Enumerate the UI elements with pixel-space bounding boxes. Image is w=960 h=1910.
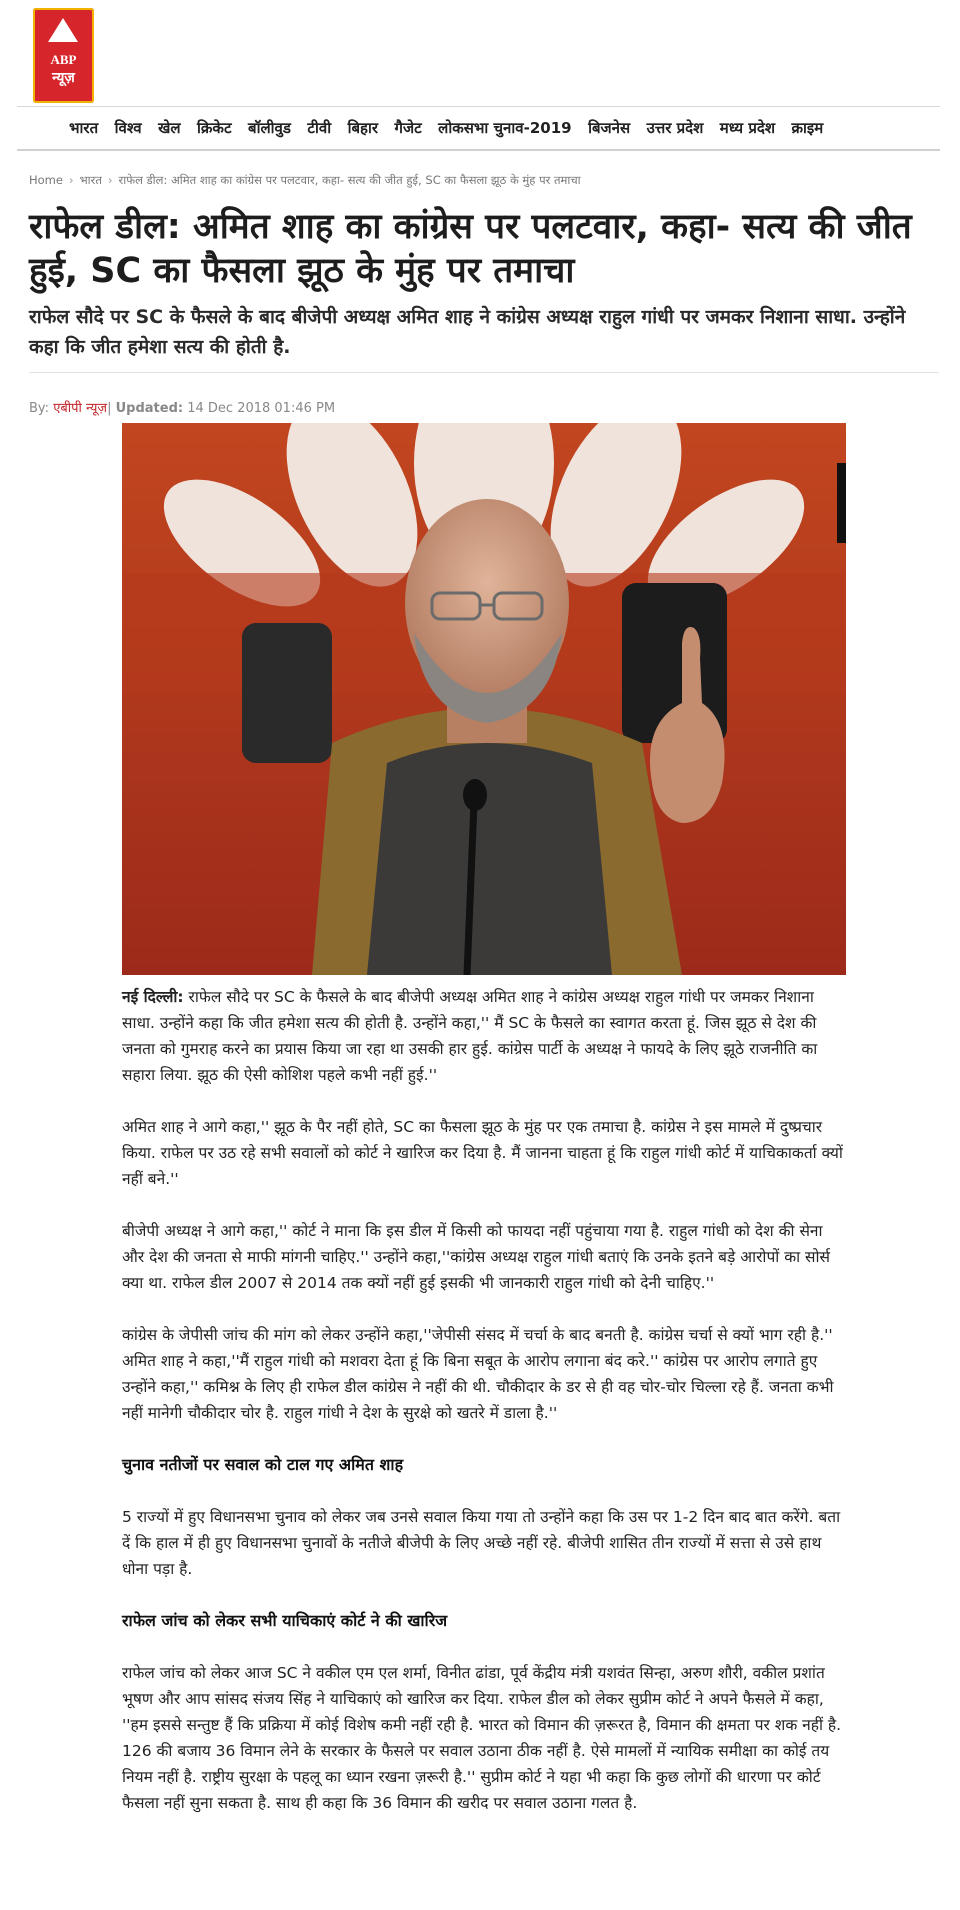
nav-item-cricket[interactable]: क्रिकेट: [197, 119, 232, 137]
by-label: By:: [29, 401, 50, 416]
article-paragraph: 5 राज्यों में हुए विधानसभा चुनाव को लेकर जब उनसे सवाल किया गया तो उन्होंने कहा कि उस पर 1-2 दिन बाद बात करेंगे. बता दें कि हाल में ही हुए विधानसभा चुनावों के नतीजे बीजेपी के लिए अच्छे नहीं रहे. बीजेपी शासित तीन राज्यों में सत्ता से उसे हाथ धोना पड़ा है.: [122, 1508, 841, 1578]
nav-item-gadget[interactable]: गैजेट: [394, 119, 422, 137]
paragraph-text: राफेल सौदे पर SC के फैसले के बाद बीजेपी अध्यक्ष अमित शाह ने कांग्रेस अध्यक्ष राहुल गांधी पर जमकर निशाना साधा. उन्होंने कहा कि जीत हमेशा सत्य की होती है. उन्होंने कहा,'' मैं SC के फैसले का स्वागत करता हूं. जिस झूठ से देश की जनता को गुमराह करने का प्रयास किया जा रहा था उसकी हार हुई. कांग्रेस पार्टी के अध्यक्ष ने फायदे के लिए झूठे राजनीति का सहारा लिया. झूठ की ऐसी कोशिश पहले कभी नहीं हुई.'': [122, 988, 818, 1084]
article-body: [122, 984, 846, 1842]
nav-item-business[interactable]: बिजनेस: [588, 119, 631, 137]
nav-item-bollywood[interactable]: बॉलीवुड: [248, 119, 291, 137]
nav-item-vishwa[interactable]: विश्व: [114, 119, 142, 137]
main-nav: [17, 106, 940, 151]
dateline: नई दिल्ली:: [122, 988, 184, 1006]
article-subtitle: राफेल सौदे पर SC के फैसले के बाद बीजेपी अध्यक्ष अमित शाह ने कांग्रेस अध्यक्ष राहुल गांधी पर जमकर निशाना साधा. उन्होंने कहा कि जीत हमेशा सत्य की होती है.: [29, 306, 906, 358]
article-paragraph: राफेल जांच को लेकर आज SC ने वकील एम एल शर्मा, विनीत ढांडा, पूर्व केंद्रीय मंत्री यशवंत सिन्हा, अरुण शौरी, वकील प्रशांत भूषण और आप सांसद संजय सिंह ने याचिकाएं को खारिज कर दिया. राफेल डील को लेकर सुप्रीम कोर्ट ने अपने फैसले में कहा, ''हम इससे सन्तुष्ट हैं कि प्रक्रिया में कोई विशेष कमी नहीं रही है. भारत को विमान की ज़रूरत है, विमान की क्षमता पर शक नहीं है. 126 की बजाय 36 विमान लेने के सरकार के फैसले पर सवाल उठाना ठीक नहीं है. ऐसे मामलों में न्यायिक समीक्षा का कोई तय नियम नहीं है. राष्ट्रीय सुरक्षा के पहलू का ध्यान रखना ज़रूरी है.'' सुप्रीम कोर्ट ने यहा भी कहा कि कुछ लोगों की धारणा पर कोर्ट फैसला नहीं सुना सकता है. साथ ही कहा कि 36 विमान की खरीद पर सवाल उठाना गलत है.: [122, 1664, 842, 1812]
nav-item-uttar-pradesh[interactable]: उत्तर प्रदेश: [646, 119, 704, 137]
nav-item-crime[interactable]: क्राइम: [791, 119, 824, 137]
updated-label: Updated:: [115, 401, 184, 416]
breadcrumb-current: राफेल डील: अमित शाह का कांग्रेस पर पलटवार, कहा- सत्य की जीत हुई, SC का फैसला झूठ के मुंह पर तमाचा: [118, 173, 581, 187]
breadcrumb: [29, 173, 581, 188]
article-paragraph: अमित शाह ने आगे कहा,'' झूठ के पैर नहीं होते, SC का फैसला झूठ के मुंह पर एक तमाचा है. कांग्रेस ने इस मामले में दुष्प्रचार किया. राफेल पर उठ रहे सभी सवालों को कोर्ट ने खारिज कर दिया है. मैं जानना चाहता हूं कि राहुल गांधी कोर्ट में याचिकाकर्ता क्यों नहीं बने.'': [122, 1118, 843, 1188]
meta-separator: |: [107, 401, 112, 416]
divider: [29, 372, 939, 373]
press-conference-photo: [122, 423, 846, 975]
nav-item-tv[interactable]: टीवी: [307, 119, 332, 137]
article-meta: [29, 398, 335, 416]
article-paragraph: बीजेपी अध्यक्ष ने आगे कहा,'' कोर्ट ने माना कि इस डील में किसी को फायदा नहीं पहुंचाया गया है. राहुल गांधी को देश की सेना और देश की जनता से माफी मांगनी चाहिए.'' उन्होंने कहा,''कांग्रेस अध्यक्ष राहुल गांधी बताएं कि उनके इतने बड़े आरोपों का सोर्स क्या था. राफेल डील 2007 से 2014 तक क्यों नहीं हुई इसकी भी जानकारी राहुल गांधी को देनी चाहिए.'': [122, 1222, 831, 1292]
nav-item-khel[interactable]: खेल: [158, 119, 181, 137]
article-subheading: राफेल जांच को लेकर सभी याचिकाएं कोर्ट ने की खारिज: [122, 1611, 448, 1630]
article-title: राफेल डील: अमित शाह का कांग्रेस पर पलटवार, कहा- सत्य की जीत हुई, SC का फैसला झूठ के मुंह पर तमाचा: [29, 207, 912, 291]
logo-triangle-icon: [48, 18, 78, 42]
breadcrumb-section[interactable]: भारत: [79, 173, 102, 187]
logo-news-text: न्यूज़: [52, 70, 75, 86]
article-subheading: चुनाव नतीजों पर सवाल को टाल गए अमित शाह: [122, 1455, 404, 1474]
article-hero-image: [122, 423, 846, 975]
logo-abp-text: ABP: [50, 52, 77, 67]
article-paragraph: कांग्रेस के जेपीसी जांच की मांग को लेकर उन्होंने कहा,''जेपीसी संसद में चर्चा के बाद बनती है. कांग्रेस चर्चा से क्यों भाग रही है.'' अमित शाह ने कहा,''मैं राहुल गांधी को मशवरा देता हूं कि बिना सबूत के आरोप लगाना बंद करे.'' कांग्रेस पर आरोप लगाते हुए उन्होंने कहा,'' कमिश्न के लिए ही राफेल डील कांग्रेस ने नहीं की थी. चौकीदार के डर से ही वह चोर-चोर चिल्ला रहे हैं. जनता कभी नहीं मानेगी चौकीदार चोर है. राहुल गांधी ने देश के सुरक्षे को खतरे में डाला है.'': [122, 1326, 834, 1422]
chevron-right-icon: ›: [68, 173, 74, 187]
updated-time: 14 Dec 2018 01:46 PM: [187, 401, 336, 416]
breadcrumb-home[interactable]: Home: [29, 173, 63, 187]
nav-item-bihar[interactable]: बिहार: [347, 119, 379, 137]
chevron-right-icon: ›: [107, 173, 113, 187]
nav-item-bharat[interactable]: भारत: [69, 119, 99, 137]
nav-item-madhya-pradesh[interactable]: मध्य प्रदेश: [719, 119, 776, 137]
article-paragraph: [122, 984, 846, 1088]
author-link[interactable]: एबीपी न्यूज़: [53, 401, 108, 416]
abp-news-logo[interactable]: [33, 8, 94, 103]
nav-item-loksabha[interactable]: लोकसभा चुनाव-2019: [438, 119, 572, 137]
